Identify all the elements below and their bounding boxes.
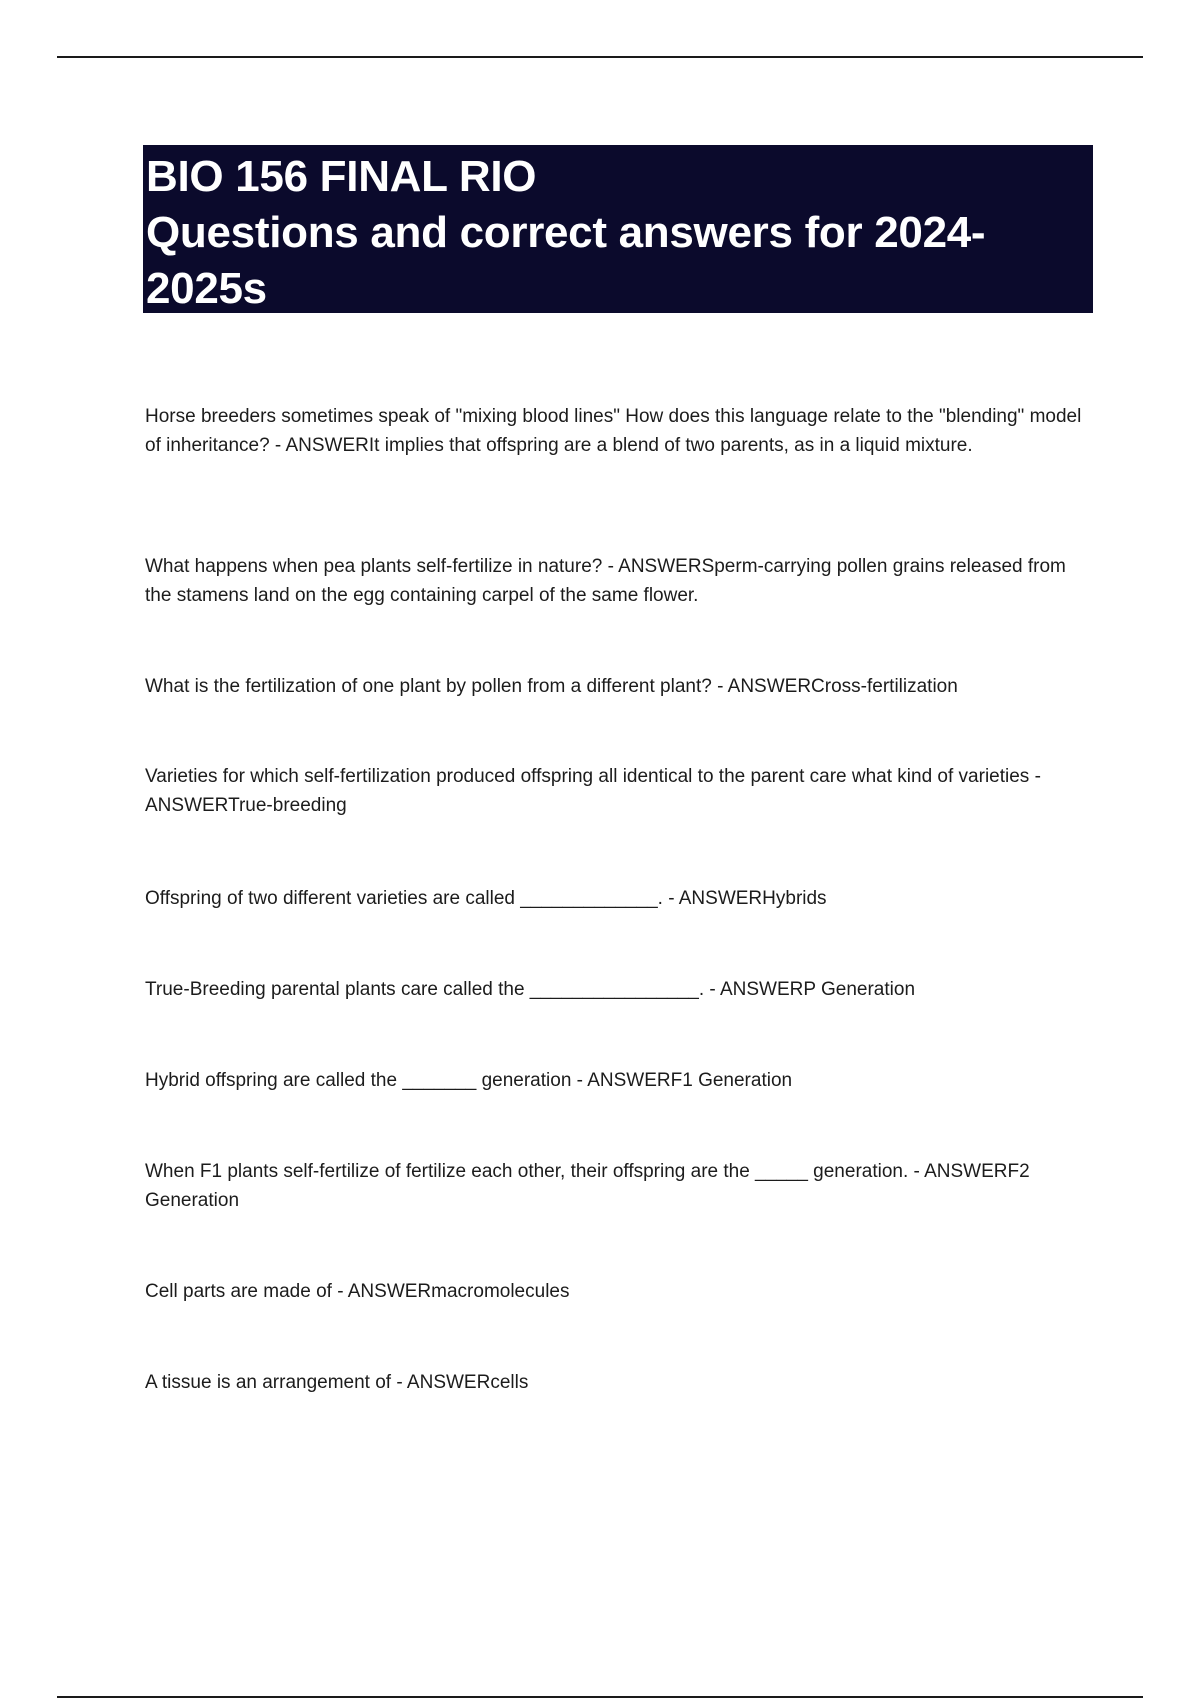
- title-line-2: Questions and correct answers for 2024-: [146, 208, 986, 257]
- question-text: Hybrid offspring are called the _______ generation - ANSWER: [145, 1070, 671, 1091]
- qa-item: [145, 552, 1095, 610]
- document-title: [143, 145, 1093, 313]
- answer-text: Hybrids: [762, 888, 827, 909]
- qa-item: [145, 1368, 1095, 1397]
- qa-item: [145, 1157, 1095, 1215]
- bottom-rule: [57, 1696, 1143, 1698]
- title-line-1: BIO 156 FINAL RIO: [146, 152, 537, 201]
- question-text: Horse breeders sometimes speak of "mixing blood lines" How does this language relate to the "blending" model of inheritance? - ANSWER: [145, 406, 1081, 456]
- question-text: When F1 plants self-fertilize of fertilize each other, their offspring are the _____ generation. - ANSWER: [145, 1161, 1007, 1182]
- top-rule: [57, 56, 1143, 58]
- qa-item: [145, 1277, 1095, 1306]
- qa-item: [145, 402, 1095, 460]
- answer-text: It implies that offspring are a blend of two parents, as in a liquid mixture.: [368, 435, 973, 456]
- title-line-3: 2025s: [146, 264, 267, 313]
- question-text: What happens when pea plants self-fertilize in nature? - ANSWER: [145, 556, 702, 577]
- qa-item: [145, 762, 1095, 820]
- answer-text: F2 Generation: [145, 1161, 1030, 1211]
- qa-item: [145, 884, 1095, 913]
- answer-text: Cross-fertilization: [811, 676, 958, 697]
- answer-text: Sperm-carrying pollen grains released from the stamens land on the egg containing carpel of the same flower.: [145, 556, 1066, 606]
- question-text: Offspring of two different varieties are called _____________. - ANSWER: [145, 888, 762, 909]
- answer-text: macromolecules: [431, 1281, 570, 1302]
- answer-text: P Generation: [803, 979, 916, 1000]
- answer-text: F1 Generation: [670, 1070, 793, 1091]
- question-text: What is the fertilization of one plant by pollen from a different plant? - ANSWER: [145, 676, 811, 697]
- question-text: True-Breeding parental plants care called the ________________. - ANSWER: [145, 979, 803, 1000]
- question-text: A tissue is an arrangement of - ANSWER: [145, 1372, 490, 1393]
- answer-text: True-breeding: [228, 795, 347, 816]
- answer-text: cells: [490, 1372, 529, 1393]
- qa-item: [145, 975, 1095, 1004]
- question-text: Varieties for which self-fertilization produced offspring all identical to the parent care what kind of varieties - ANSWER: [145, 766, 1041, 816]
- question-text: Cell parts are made of - ANSWER: [145, 1281, 431, 1302]
- qa-item: [145, 1066, 1095, 1095]
- qa-item: [145, 672, 1095, 701]
